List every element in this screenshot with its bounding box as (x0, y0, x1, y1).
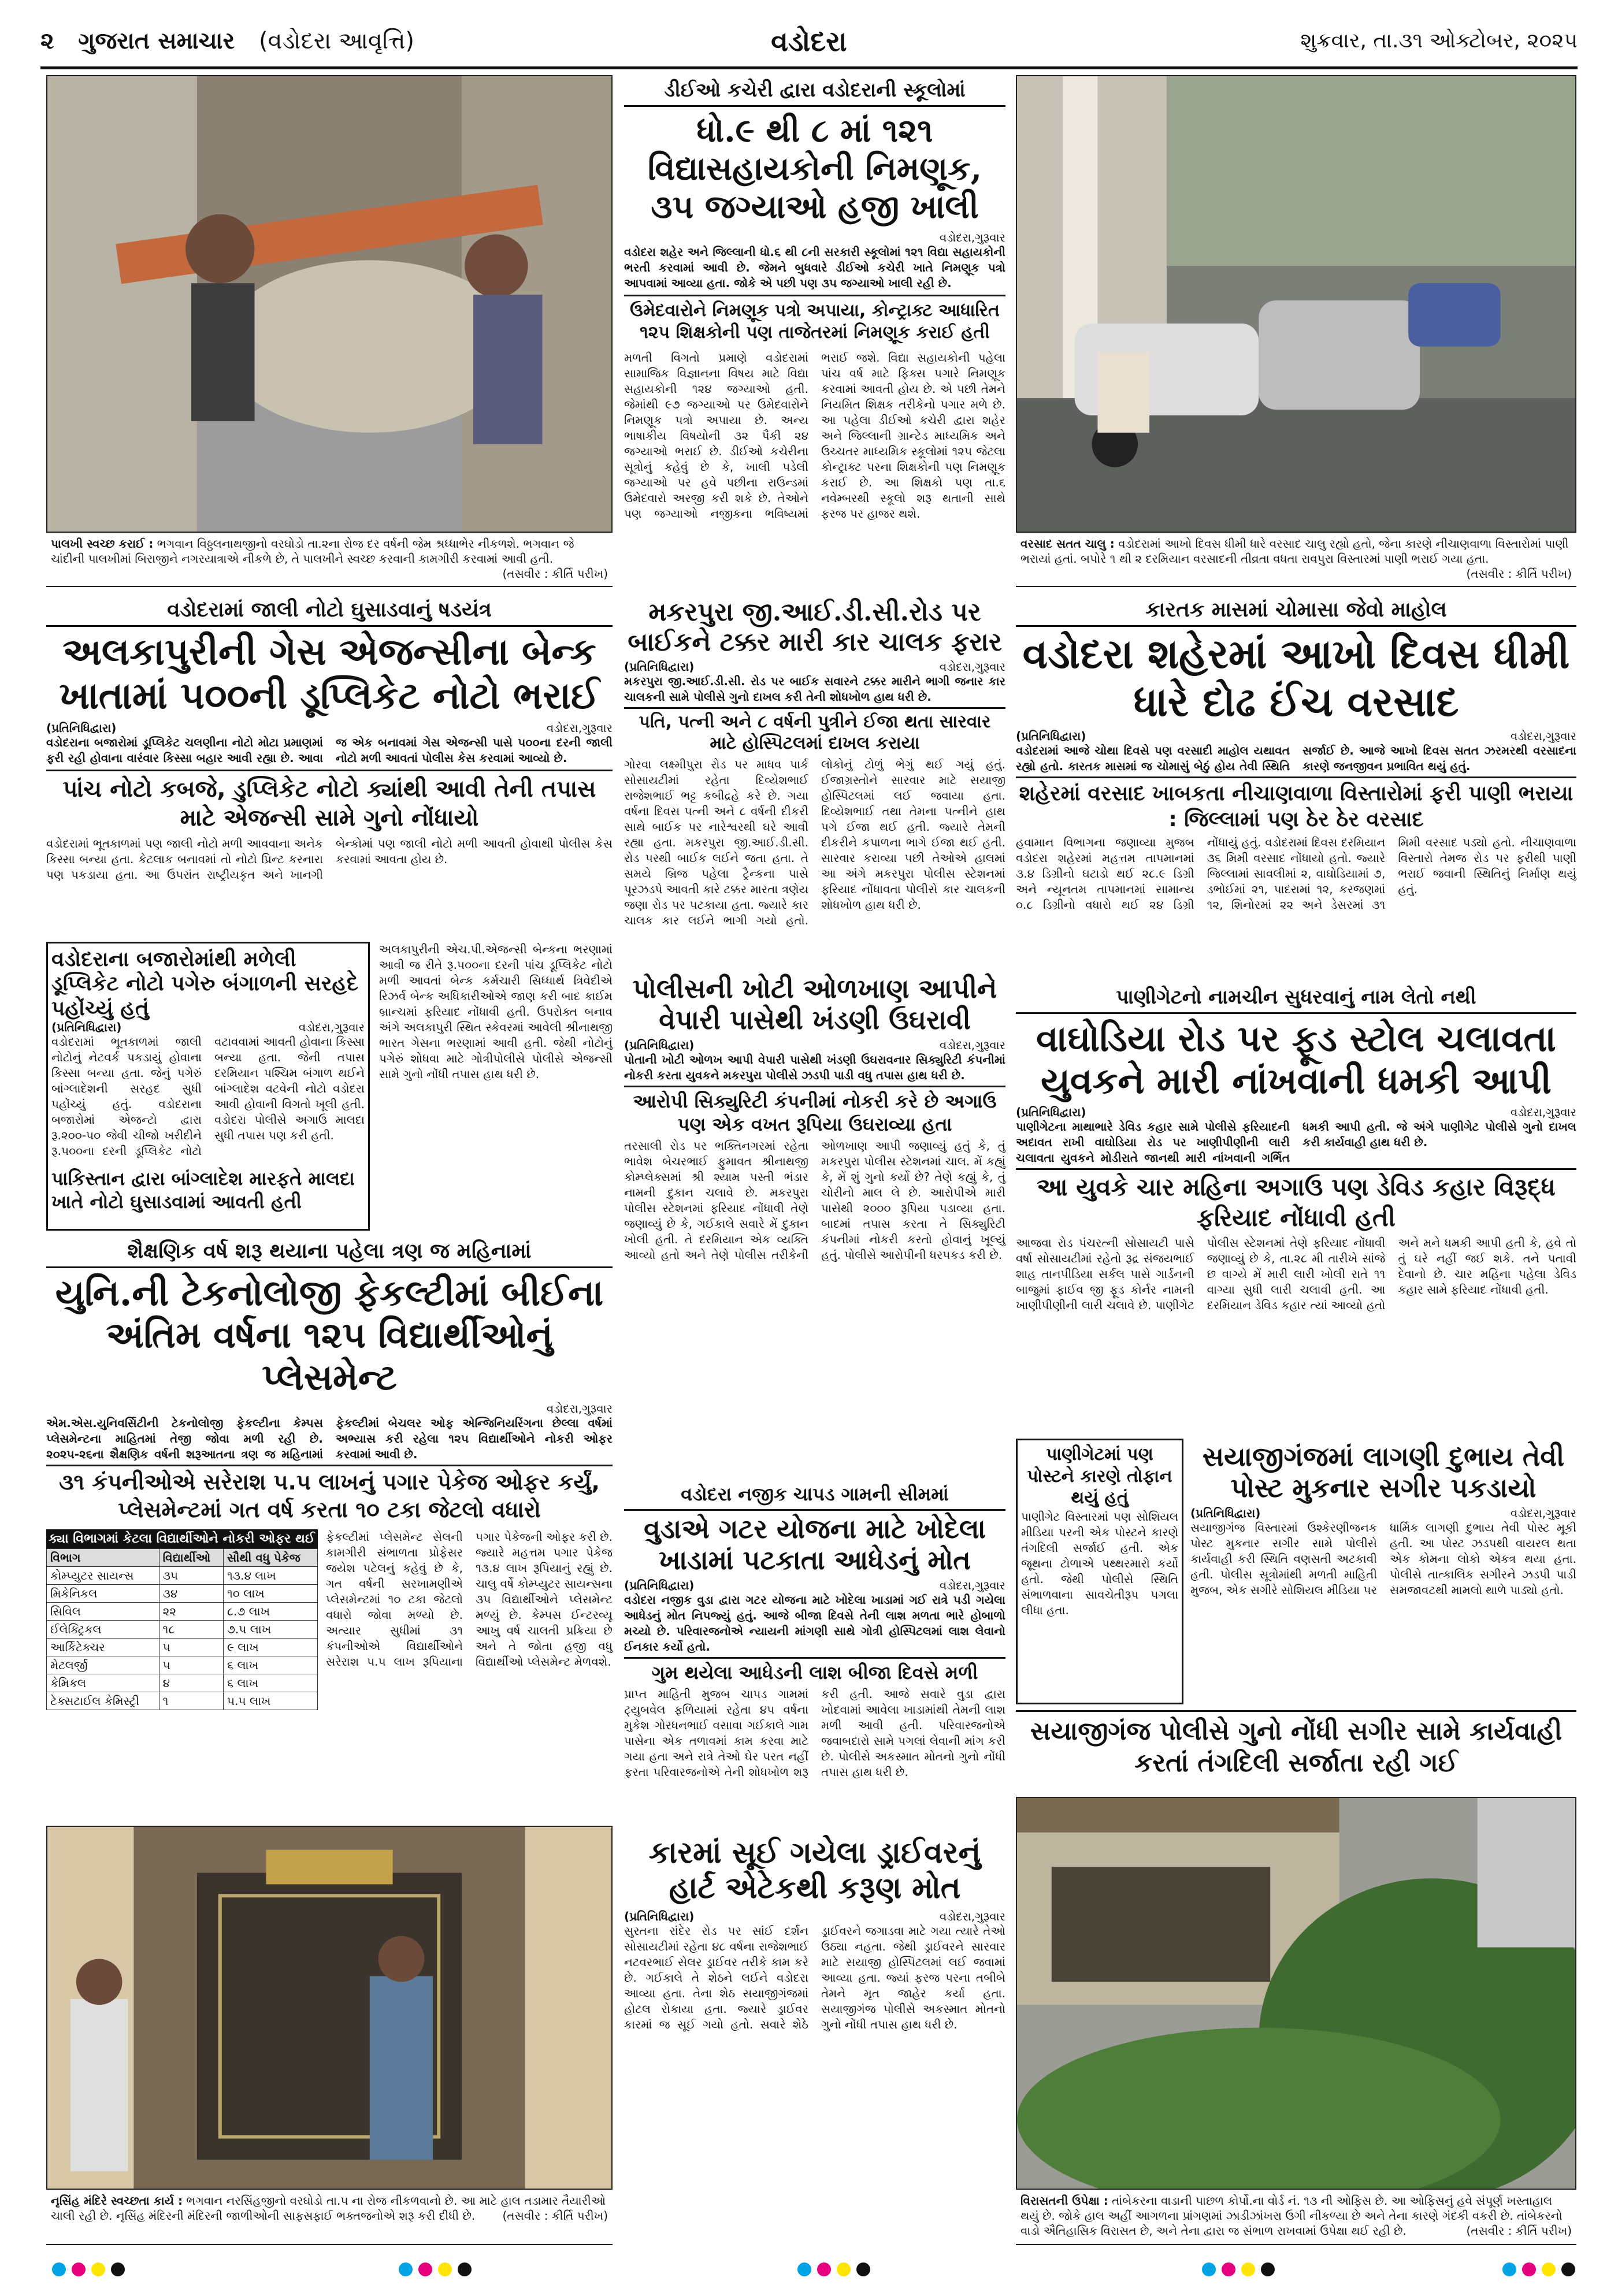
photo-credit: (તસવીર : કીર્તિ પરીખ) (502, 2209, 608, 2223)
caption-lead: પાલખી સ્વચ્છ કરાઈ : (51, 537, 154, 551)
table-header-cell: વિદ્યાર્થીઓ (159, 1549, 223, 1567)
table-cell: ૫.૫ લાખ (224, 1692, 318, 1710)
caption-text: ભગવાન વિઠ્ઠલનાથજીનો વરઘોડો તા.૨ના રોજ દર વર્ષની જેમ શ્રધ્ધાભેર નીકળશે. ભગવાન જે ચાંદીની પાલખીમાં બિરાજીને નગરયાત્રાએ નીકળે છે, તે પાલખીને સ્વચ્છ કરવાની કામગીરી કરવામાં આવી હતી. (51, 537, 574, 566)
table-cell: ૪ (159, 1674, 223, 1692)
dateline-date: વડોદરા,ગુરૂવાર (1510, 1105, 1576, 1120)
story-body: આજવા રોડ પંચરત્ની સોસાયટી પાસે વર્ષા સોસાયટીમાં રહેતો રૂદ્ર સંજયભાઈ શાહ તાનપીડિયા સર્કલ પાસે ગાર્ડનની બાજુમાં ફાઈવ જી ફૂડ કોર્નર નામની ખાણીપીણીની લારી ચલાવે છે. પાણીગેટ પોલીસ સ્ટેશનમાં તેણે ફરિયાદ નોંધાવી જણાવ્યું છે કે, તા.૨૮ મી તારીખે સાંજે છ વાગ્યે મેં મારી લારી ખોલી રાતે ૧૧ વાગ્યા સુધી લારી ચલાવી હતી. આ દરમિયાન ડેવિડ કહાર ત્યાં આવ્યો હતો અને મને ધમકી આપી હતી કે, હવે તો તું ઘરે નહીં જઈ શકે. તને પતાવી દેવાનો છે. ચાર મહિના પહેલા ડેવિડ કહાર સામે ફરિયાદ નોંધાવી હતી. (1016, 1236, 1576, 1313)
registration-dot (1522, 2262, 1536, 2276)
story-lead: મકરપુરા જી.આઈ.ડી.સી. રોડ પર બાઈક સવારને ટક્કર મારીને ભાગી જનાર કાર ચાલકની સામે પોલીસે ગુનો દાખલ કરી તેની શોધખોળ હાથ ધરી છે. (624, 674, 1005, 704)
registration-dot (837, 2262, 851, 2276)
sayajiganj-subhead: સયાજીગંજ પોલીસે ગુનો નોંધી સગીર સામે કાર્યવાહી કરતાં તંગદિલી સર્જાતા રહી ગઈ (1016, 1710, 1576, 1791)
table-row (47, 1692, 318, 1710)
story-lead: પાણીગેટના માથાભારે ડેવિડ કહાર સામે પોલીસે ફરિયાદની અદાવત રાખી વાઘોડિયા રોડ પર ખાણીપીણીની લારી ચલાવતા યુવકને મોડીરાતે જાનથી મારી નાંખવાની ગર્ભિત ધમકી આપી હતી. જે અંગે પાણીગેટ પોલીસે ગુનો દાખલ કરી કાર્યવાહી હાથ ધરી છે. (1016, 1120, 1576, 1165)
story-dateline (1016, 729, 1576, 743)
heritage-photo-image (1017, 1798, 1575, 2189)
story-subhead: શહેરમાં વરસાદ ખાબકતા નીચાણવાળા વિસ્તારોમાં ફરી પાણી ભરાયા : જિલ્લામાં પણ ઠેર ઠેર વરસાદ (1016, 777, 1576, 835)
table-cell: ૧૩.૪ લાખ (224, 1567, 318, 1585)
story-dateline (624, 1909, 1005, 1923)
dateline-date: વડોદરા,ગુરૂવાર (546, 1402, 613, 1416)
registration-dot (1561, 2262, 1575, 2276)
table-body (47, 1567, 318, 1710)
table-cell: સિવિલ (47, 1603, 159, 1621)
story-subhead: ગુમ થયેલા આધેડની લાશ બીજા દિવસે મળી (624, 1657, 1005, 1686)
story-lead: એમ.એસ.યુનિવર્સિટીની ટેકનોલોજી ફેકલ્ટીના કેમ્પસ પ્લેસમેન્ટના માહિતમાં તેજી જોવા મળી રહી છે. ૨૦૨૫-૨૬ના શૈક્ષણિક વર્ષની શરૂઆતના ત્રણ જ મહિનામાં ફેકલ્ટીમાં બેચલર ઓફ એન્જિનિયરિંગના છેલ્લા વર્ષમાં અભ્યાસ કરી રહેલા ૧૨૫ વિદ્યાર્થીઓને નોકરી ઓફર કરવામાં આવી છે. (46, 1416, 613, 1462)
placement-content (46, 1529, 613, 1714)
story-dateline (624, 1038, 1005, 1052)
registration-dot (418, 2262, 432, 2276)
photo-rain (1016, 75, 1576, 533)
table-cell: ૨૨ (159, 1603, 223, 1621)
table-cell: ૮.૭ લાખ (224, 1603, 318, 1621)
dateline-date: વડોદરા,ગુરૂવાર (939, 1909, 1005, 1923)
caption-text: ભગવાન નરસિંહજીનો વરઘોડો તા.૫ ના રોજ નીકળવાનો છે. આ માટે હાલ તડામાર તૈયારીઓ ચાલી રહી છે. નૃસિંહ મંદિરની મંદિરની જાળીઓની સાફસફાઈ ભક્તજનોએ શરૂ કરી દીધી છે. (51, 2194, 606, 2223)
story-subhead: આ યુવકે ચાર મહિના અગાઉ પણ ડેવિડ કહાર વિરૂદ્ધ ફરિયાદ નોંધાવી હતી (1016, 1168, 1576, 1235)
story-headline: વુડાએ ગટર યોજના માટે ખોદેલા ખાડામાં પટકાતા આધેડનું મોત (644, 1513, 986, 1576)
page-header (40, 23, 1578, 69)
photo-heritage (1016, 1797, 1576, 2190)
story-dateline (624, 1578, 1005, 1592)
rain-photo-image (1017, 76, 1575, 532)
dateline-source: (પ્રતિનિધિદ્વારા) (624, 1909, 695, 1923)
box-headline: વડોદરાના બજારોમાંથી મળેલી ડૂપ્લિકેટ નોટો પગેરુ બંગાળની સરહદે પહોંચ્યું હતું (51, 947, 359, 1020)
story-headline: ધો.૯ થી ૮ માં ૧૨૧ વિદ્યાસહાયકોની નિમણૂક, ૩૫ જગ્યાઓ હજી ખાલી (647, 112, 982, 226)
photo-palkhi (46, 75, 613, 533)
section-title: વડોદરા (771, 25, 847, 58)
registration-dot (1542, 2262, 1556, 2276)
story-headline: વડોદરા શહેરમાં આખો દિવસ ધીમી ધારે દોઢ ઈંચ વરસાદ (1022, 630, 1570, 726)
story-headline: અલકાપુરીની ગેસ એજન્સીના બેન્ક ખાતામાં ૫૦૦ની ડૂપ્લિકેટ નોટો ભરાઈ (59, 630, 600, 718)
palkhi-photo-image (47, 76, 611, 532)
dateline-source: (પ્રતિનિધિદ્વારા) (624, 1578, 695, 1592)
table-row (47, 1639, 318, 1656)
story-headline: કારમાં સૂઈ ગયેલા ડ્રાઈવરનું હાર્ટ એટેકથી કરૂણ મોત (648, 1835, 981, 1906)
dateline-source: (પ્રતિનિધિદ્વારા) (51, 1020, 122, 1035)
story-body: પ્રાપ્ત માહિતી મુજબ ચાપડ ગામમાં ટ્યુબવેલ ફળિયામાં રહેતા ૪૫ વર્ષના મુકેશ ગોરધનભાઈ વસાવા ગઈકાલે ગામ પાસેના એક તળાવમાં કામ કરવા માટે ગયા હતા અને રાત્રે તેઓ ઘેર પરત નહીં ફરતા પરિવારજનોએ તેની શોધખોળ શરૂ કરી હતી. આજે સવારે વુડા દ્વારા ખોદવામાં આવેલા ખાડામાંથી તેમની લાશ મળી આવી હતી. પરિવારજનોએ જવાબદારો સામે પગલાં લેવાની માંગ કરી છે. પોલીસે અકસ્માત મોતનો ગુનો નોંધી તપાસ હાથ ધરી છે. (624, 1686, 1005, 1779)
registration-dot (72, 2262, 86, 2276)
registration-dot (1241, 2262, 1255, 2276)
story-lead: વડોદરામાં આજે ચોથા દિવસે પણ વરસાદી માહોલ યથાવત રહ્યો હતો. કારતક માસમાં જ ચોમાસું બેઠું હોય તેવી સ્થિતિ સર્જાઈ છે. આજે આખો દિવસ સતત ઝરમરથી વરસાદના કારણે જનજીવન પ્રભાવિત થયું હતું. (1016, 744, 1576, 774)
table-cell: ઈલેક્ટ્રિકલ (47, 1621, 159, 1639)
story-kicker: ડીઈઓ કચેરી દ્વારા વડોદરાની સ્કૂલોમાં (624, 75, 1005, 107)
story-body: હવામાન વિભાગના જણાવ્યા મુજબ વડોદરા શહેરમાં મહત્તમ તાપમાનમાં ૩.૪ ડિગ્રીનો ઘટાડો થઈ ૨૮.૯ ડિગ્રી અને ન્યૂનતમ તાપમાનમાં સામાન્ય ૦.૮ ડિગ્રીનો વધારો થઈ ૨૪ ડિગ્રી નોંધાયું હતું. વડોદરામાં દિવસ દરમિયાન ૩૬ મિમી વરસાદ નોંધાયો હતો. જ્યારે જિલ્લામાં સાવલીમાં ૨, વાઘોડિયામાં ૭, ડભોઈમાં ૨૧, પાદરામાં ૧૨, કરજણમાં ૧૨, શિનોરમાં ૨૨ અને ડેસરમાં ૩૧ મિમી વરસાદ પડ્યો હતો. નીચાણવાળા વિસ્તારો તેમજ રોડ પર ફરીથી પાણી ભરાઈ જવાની સ્થિતિનું નિર્માણ થયું હતું. (1016, 835, 1576, 912)
box-subhead: પાકિસ્તાન દ્વારા બાંગ્લાદેશ મારફતે માલદા ખાતે નોટો ઘુસાડવામાં આવતી હતી (51, 1168, 355, 1213)
registration-dot (111, 2262, 125, 2276)
table-cell: મિકેનિકલ (47, 1585, 159, 1603)
caption-text: વડોદરામાં આખો દિવસ ધીમી ધારે વરસાદ ચાલુ રહ્યો હતો, જેના કારણે નીચાણવાળા વિસ્તારોમાં પાણી ભરાયાં હતાં. બપોરે ૧ થી ૨ દરમિયાન વરસાદની તીવ્રતા વધતા રાવપુરા વિસ્તારમાં પાણી ભરાઈ ગયા હતા. (1020, 537, 1569, 566)
temple-photo-image (47, 1827, 611, 2189)
story-dateline (624, 660, 1005, 674)
table-row (47, 1674, 318, 1692)
story-body: વડોદરામાં ભૂતકાળમાં પણ જાલી નોટો મળી આવવાના અનેક કિસ્સા બન્યા હતા. કેટલાક બનાવમાં તો નોટો પ્રિન્ટ કરનારા પણ પકડાયા હતા. આ ઉપરાંત રાષ્ટ્રીયકૃત અને ખાનગી બેન્કોમાં પણ જાલી નોટો મળી આવતી હોવાથી પોલીસ કેસ કરવામાં આવતા હોય છે. (46, 837, 613, 882)
story-body: મળતી વિગતો પ્રમાણે વડોદરામાં સામાજિક વિજ્ઞાનના વિષય માટે વિદ્યા સહાયકોની ૧૨૪ જગ્યાઓ હતી. જેમાંથી ૯૭ જગ્યાઓ પર ઉમેદવારોને નિમણૂક પત્રો અપાયા છે. અન્ય ભાષાકીય વિષયોની ૩૨ પૈકી ૨૪ જગ્યાઓ ભરાઈ છે. ડીઈઓ કચેરીના સૂત્રોનું કહેવું છે કે, ખાલી પડેલી જગ્યાઓ પર હવે પછીના રાઉન્ડમાં ઉમેદવારો અરજી કરી શકે છે. તેઓને પણ જગ્યાઓ નજીકના ભવિષ્યમાં ભરાઈ જશે. વિદ્યા સહાયકોની પહેલા પાંચ વર્ષ માટે ફિક્સ પગારે નિમણૂક કરવામાં આવતી હોય છે. એ પછી તેમને નિયમિત શિક્ષક તરીકેનો પગાર મળે છે. આ પહેલા ડીઈઓ કચેરી દ્વારા શહેર અને જિલ્લાની ગ્રાન્ટેડ માધ્યમિક અને ઉચ્ચતર માધ્યમિક સ્કૂલોમાં ૧૨૫ જેટલા કોન્ટ્રાક્ટ પરના શિક્ષકોની પણ નિમણૂક કરાઈ છે. આ શિક્ષકો પણ તા.૬ નવેમ્બરથી સ્કૂલો શરૂ થતાની સાથે ફરજ પર હાજર થશે. (624, 351, 1005, 521)
box-body: વડોદરામાં ભૂતકાળમાં જાલી નોટોનું નેટવર્ક પકડાયું હોવાના કિસ્સા બન્યા હતા. જેનું પગેરું બાંગ્લાદેશની સરહદ સુધી પહોંચ્યું હતું. વડોદરાના બજારોમાં એજન્ટો દ્વારા રૂ.૨૦૦-૫૦ જેવી ચીજો ખરીદીને રૂ.૫૦૦ના દરની ડૂપ્લિકેટ નોટો વટાવવામાં આવતી હોવાના કિસ્સા બન્યા હતા. જેની તપાસ દરમિયાન પશ્ચિમ બંગાળ થઈને બાંગ્લાદેશ વટવેની નોટો વડોદરા આવી હોવાની વિગતો ખૂલી હતી. વડોદરા પોલીસે અગાઉ માલદા સુધી તપાસ પણ કરી હતી. (51, 1035, 365, 1158)
story-waghodia-threat (1016, 982, 1576, 1433)
placement-table (46, 1548, 318, 1710)
dateline-source: (પ્રતિનિધિદ્વારા) (1016, 729, 1086, 744)
table-cell: મેટલર્જી (47, 1656, 159, 1674)
story-fake-notes (46, 595, 613, 942)
story-subhead: પાંચ નોટો કબજે, ડુપ્લિકેટ નોટો ક્યાંથી આવી તેની તપાસ માટે એજન્સી સામે ગુનો નોંધાયો (46, 770, 613, 836)
registration-dot (438, 2262, 452, 2276)
table-cell: ૩૪ (159, 1585, 223, 1603)
story-headline: પોલીસની ખોટી ઓળખાણ આપીને વેપારી પાસેથી ખંડણી ઉઘરાવી (632, 973, 997, 1036)
table-header (47, 1549, 318, 1567)
table-title: ક્યા વિભાગમાં કેટલા વિદ્યાર્થીઓને નોકરી ઓફર થઈ (46, 1529, 318, 1548)
table-cell: ૧ (159, 1692, 223, 1710)
dateline-date: વડોદરા,ગુરૂવાર (939, 659, 1005, 674)
registration-dot (817, 2262, 831, 2276)
registration-dot (856, 2262, 870, 2276)
story-lead: વડોદરાના બજારોમાં ડૂપ્લિકેટ ચલણીના નોટો મોટા પ્રમાણમાં ફરી રહી હોવાના વારંવાર કિસ્સા બહાર આવી રહ્યા છે. આવા જ એક બનાવમાં ગેસ એજન્સી પાસે ૫૦૦ના દરની જાલી નોટો મળી આવતાં પોલીસ કેસ કરવામાં આવ્યો છે. (46, 735, 613, 766)
story-body: ગોરવા લક્ષ્મીપુરા રોડ પર માધવ પાર્ક સોસાયટીમાં રહેતા દિવ્યેશભાઈ રાજેશભાઈ ભટ્ટ કબીદ્રહે કરે છે. ગયા વર્ષના દિવસ પત્ની અને ૮ વર્ષની દીકરી સાથે બાઈક પર નારેશ્વરથી ઘરે આવી રહ્યા હતા. મકરપુરા જી.આઈ.ડી.સી. રોડ પરથી બાઈક લઈને જતા હતા. તે સમયે બ્રિજ પહેલા ટ્રૈન્કના પાસે પૂરઝડપે આવતી કારે ટક્કર મારતા ત્રણેય જણા રોડ પર પટકાયા હતા. જ્યારે કાર ચાલક કાર લઈને ભાગી ગયો હતો. લોકોનું ટોળું ભેગું થઈ ગયું હતું. ઈજાગ્રસ્તોને સારવાર માટે સયાજી હોસ્પિટલમાં લઈ જવાયા હતા. દિવ્યેશભાઈ તથા તેમના પત્નીને હાથ પગે ઈજા થઈ હતી. જ્યારે તેમની દીકરીને કપાળના ભાગે ઈજા થઈ હતી. સારવાર કરાવ્યા પછી તેઓએ હાલમાં આ અંગે મકરપુરા પોલીસ સ્ટેશનમાં ફરિયાદ નોંધાવતા પોલીસે કાર ચાલકની શોધખોળ હાથ ધરી છે. (624, 757, 1005, 927)
story-drain-pit-death (624, 1479, 1005, 1826)
registration-dot (458, 2262, 472, 2276)
story-body: સુરતના રાંદેર રોડ પર સાંઈ દર્શન સોસાયટીમાં રહેતા ૪૮ વર્ષના રાજેશભાઈ નટવરભાઈ સેલર ડ્રાઈવર તરીકે કામ કરે છે. ગઈકાલે તે શેઠને લઈને વડોદરા આવ્યા હતા. તેના શેઠ સયાજીગંજમાં હોટલ રોકાયા હતા. જ્યારે ડ્રાઈવર કારમાં જ સૂઈ ગયો હતો. સવારે શેઠે ડ્રાઈવરને જગાડવા માટે ગયા ત્યારે તેઓ ઉઠ્યા નહતા. જેથી ડ્રાઈવરને સારવાર માટે સયાજી હોસ્પિટલમાં લઈ જવામાં આવ્યા હતા. જ્યાં ફરજ પરના તબીબે તેમને મૃત જાહેર કર્યા હતા. સયાજીગંજ પોલીસે અકસ્માત મોતનો ગુનો નોંધી તપાસ હાથ ધરી છે. (624, 1923, 1005, 2031)
story-fake-police (624, 971, 1005, 1473)
table-cell: ૬ લાખ (224, 1674, 318, 1692)
table-cell: આર્કિટેક્ચર (47, 1639, 159, 1656)
story-lead: વડોદરા શહેર અને જિલ્લાની ધો.૬ થી ૮ની સરકારી સ્કૂલોમાં ૧૨૧ વિદ્યા સહાયકોની ભરતી કરવામાં આવી છે. જેમને બુધવારે ડીઈઓ કચેરી ખાતે નિમણૂક પત્રો આપવામાં આવ્યા હતા. જોકે એ પછી પણ ૩૫ જગ્યાઓ ખાલી રહી છે. (624, 245, 1005, 291)
story-subhead: આરોપી સિક્યુરિટી કંપનીમાં નોકરી કરે છે અગાઉ પણ એક વખત રૂપિયા ઉઘરાવ્યા હતા (624, 1086, 1005, 1138)
photo-rain-caption (1016, 534, 1576, 587)
photo-palkhi-caption (46, 534, 613, 587)
registration-dot (1261, 2262, 1275, 2276)
story-kicker: કારતક માસમાં ચોમાસા જેવો માહોલ (1016, 595, 1576, 627)
box-bangladesh-link (46, 942, 370, 1231)
registration-dot (1202, 2262, 1216, 2276)
dateline-date: વડોદરા,ગુરૂવાર (939, 1578, 1005, 1592)
placement-table-box (46, 1529, 318, 1714)
dateline-date: વડોદરા,ગુરૂવાર (939, 1038, 1005, 1052)
story-dateline (624, 231, 1005, 244)
dateline-source: (પ્રતિનિધિદ્વારા) (1190, 1506, 1261, 1520)
caption-lead: નૃસિંહ મંદિરે સ્વચ્છતા કાર્ય : (51, 2194, 183, 2208)
story-subhead: ૩૧ કંપનીઓએ સરેરાશ ૫.૫ લાખનું પગાર પેકેજ ઓફર કર્યું, પ્લેસમેન્ટમાં ગત વર્ષ કરતા ૧૦ ટકા જેટલો વધારો (46, 1465, 613, 1526)
caption-text: તાંબેકરના વાડાની પાછળ કોર્પો.ના વોર્ડ નં. ૧૩ ની ઓફિસ છે. આ ઓફિસનું હવે સંપૂર્ણ ખસ્તાહાલ થયું છે. જોકે હાલ અહીં આગળના પ્રાંગણમાં ઝાડીઝાંખરા ઉગી નીકળ્યા છે અને તેના કારણે ગંદકી વકરી છે. તાંબેકરનો વાડો ઐતિહાસિક વિરાસત છે, અને તેના દ્વારા જ સંભાળ રાખવામાં ઉપેક્ષા થઈ રહી છે. (1020, 2194, 1563, 2238)
dateline-date: વડોદરા,ગુરૂવાર (298, 1020, 365, 1035)
photo-credit: (તસવીર : કીર્તિ પરીખ) (502, 567, 608, 581)
table-cell: ૬ લાખ (224, 1656, 318, 1674)
box-panigate-post (1016, 1439, 1183, 1704)
table-header-cell: વિભાગ (47, 1549, 159, 1567)
story-rain (1016, 595, 1576, 982)
table-cell: ૫ (159, 1656, 223, 1674)
registration-dot (1222, 2262, 1235, 2276)
box-body: પાણીગેટ વિસ્તારમાં પણ સોશિયલ મીડિયા પરની એક પોસ્ટને કારણે તંગદિલી સર્જાઈ હતી. એક જૂથના ટોળાએ પથ્થરમારો કર્યો હતો. જેથી પોલીસે સ્થિતિ સંભાળવાના સાવચેતીરૂપ પગલા લીધા હતા. (1021, 1509, 1178, 1617)
registration-dot (52, 2262, 66, 2276)
table-cell: ૫ (159, 1639, 223, 1656)
table-row (47, 1567, 318, 1585)
story-subhead: ઉમેદવારોને નિમણૂક પત્રો અપાયા, કોન્ટ્રાક્ટ આધારિત ૧૨૫ શિક્ષકોની પણ તાજેતરમાં નિમણૂક કરાઈ હતી (624, 295, 1005, 347)
story-headline: સયાજીગંજમાં લાગણી દુભાય તેવી પોસ્ટ મુકનાર સગીર પકડાયો (1202, 1441, 1565, 1504)
dateline-date: વડોદરા,ગુરૂવાર (546, 721, 613, 735)
story-dateline (1016, 1105, 1576, 1119)
table-row (47, 1621, 318, 1639)
table-cell: ૧૦ લાખ (224, 1585, 318, 1603)
dateline-date: વડોદરા,ગુરૂવાર (1510, 1506, 1576, 1520)
caption-lead: વિરાસતની ઉપેક્ષા : (1020, 2194, 1108, 2208)
dateline-date: વડોદરા,ગુરૂવાર (1510, 729, 1576, 744)
registration-dot (399, 2262, 413, 2276)
table-cell: ૩૫ (159, 1567, 223, 1585)
caption-lead: વરસાદ સતત ચાલુ : (1020, 537, 1115, 551)
dateline-source: (પ્રતિનિધિદ્વારા) (1016, 1105, 1086, 1120)
story-body: સયાજીગંજ વિસ્તારમાં ઉશ્કેરણીજનક પોસ્ટ મુકનાર સગીર સામે પોલીસે કાર્યવાહી કરી સ્થિતિ વણસતી અટકાવી હતી. પોલીસ સૂત્રોમાંથી મળતી માહિતી મુજબ, એક સગીરે સોશિયલ મીડિયા પર ધાર્મિક લાગણી દુભાય તેવી પોસ્ટ મૂકી હતી. આ પોસ્ટ ઝડપથી વાયરલ થતા એક કોમના લોકો એકત્ર થયા હતા. પોલીસે તાત્કાલિક સગીરને ઝડપી પાડી સમજાવટથી મામલો થાળે પાડ્યો હતો. (1190, 1520, 1576, 1597)
story-headline: વાઘોડિયા રોડ પર ફૂડ સ્ટોલ ચલાવતા યુવકને મારી નાંખવાની ધમકી આપી (1036, 1017, 1556, 1102)
dateline-source: (પ્રતિનિધિદ્વારા) (46, 721, 117, 735)
story-placement (46, 1236, 613, 1820)
story-kicker: શૈક્ષણિક વર્ષ શરૂ થયાના પહેલા ત્રણ જ મહિનામાં (46, 1236, 613, 1268)
photo-temple (46, 1826, 613, 2190)
story-lead: પોતાની ખોટી ઓળખ આપી વેપારી પાસેથી ખંડણી ઉઘરાવનાર સિક્યુરિટી કંપનીમાં નોકરી કરતા યુવકને મકરપુરા પોલીસે ઝડપી પાડી વધુ તપાસ હાથ ધરી છે. (624, 1052, 1005, 1082)
story-headline: યુનિ.ની ટેકનોલોજી ફેકલ્ટીમાં બીઈના અંતિમ વર્ષના ૧૨૫ વિદ્યાર્થીઓનું પ્લેસમેન્ટ (55, 1272, 604, 1399)
photo-temple-caption (46, 2191, 613, 2245)
dateline-date: વડોદરા,ગુરૂવાર (939, 231, 1005, 245)
newspaper-name: ગુજરાત સમાચાર (78, 28, 235, 54)
story-body: ફેકલ્ટીમાં પ્લેસમેન્ટ સેલની કામગીરી સંભાળતા પ્રોફેસર જયેશ પટેલનું કહેવું છે કે, ગત વર્ષની સરખામણીએ પ્લેસમેન્ટમાં ૧૦ ટકા જેટલો વધારો જોવા મળ્યો છે. અત્યાર સુધીમાં ૩૧ કંપનીઓએ વિદ્યાર્થીઓને સરેરાશ ૫.૫ લાખ રૂપિયાના પગાર પેકેજની ઓફર કરી છે. જ્યારે મહત્તમ પગાર પેકેજ ૧૩.૪ લાખ રૂપિયાનું રહ્યું છે. ચાલુ વર્ષે કોમ્પ્યુટર સાયન્સના ૩૫ વિદ્યાર્થીઓને પ્લેસમેન્ટ મળ્યું છે. કેમ્પસ ઈન્ટરવ્યૂ આખુ વર્ષ ચાલતી પ્રક્રિયા છે અને તે જોતા હજી વધુ વિદ્યાર્થીઓ પ્લેસમેન્ટ મેળવશે. (326, 1530, 613, 1669)
story-dateline (46, 721, 613, 735)
edition: (વડોદરા આવૃત્તિ) (258, 28, 414, 54)
story-kicker: પાણીગેટનો નામચીન સુધરવાનું નામ લેતો નથી (1016, 982, 1576, 1014)
registration-dot (1502, 2262, 1516, 2276)
story-body: તરસાલી રોડ પર ભક્તિનગરમાં રહેતા ભાવેશ બેચરભાઈ ફુમાવત શ્રીનાથજી કોમ્પ્લેક્સમાં શ્રી શ્યામ પસ્તી ભંડાર નામની દુકાન ચલાવે છે. મકરપુરા પોલીસ સ્ટેશનમાં ફરિયાદ નોંધાવી તેણે જણાવ્યું છે કે, ગઈકાલે સવારે મેં દુકાન ખોલી હતી. તે દરમિયાન એક વ્યક્તિ આવ્યો હતો અને તેણે પોલીસ તરીકેની ઓળખાણ આપી જણાવ્યું હતું કે, તું મકરપુરા પોલીસ સ્ટેશનમાં ચાલ. મેં કહ્યું કે, મેં શું ગુનો કર્યો છે? તેણે કહ્યું કે, તું ચોરીનો માલ લે છે. આરોપીએ મારી પાસેથી ૨૦૦૦ રૂપિયા પડાવ્યા હતા. બાદમાં તપાસ કરતા તે સિક્યુરિટી કંપનીમાં નોકરી કરતો હોવાનું ખૂલ્યું હતું. પોલીસે આરોપીની ધરપકડ કરી છે. (624, 1138, 1005, 1262)
registration-dot (797, 2262, 811, 2276)
registration-dot (91, 2262, 105, 2276)
story-fake-notes-continued: અલકાપુરીની એચ.પી.એજન્સી બેન્કના ભરણામાં આવી જ રીતે રૂ.૫૦૦ના દરની પાંચ ડૂપ્લિકેટ નોટો મળી આવતાં બેન્ક કર્મચારી સિધ્ધાર્થ ત્રિવેદીએ રિઝર્વ બેન્ક અધિકારીઓએ જાણ કરી બાદ કાઈમ બ્રાન્ચમાં ફરિયાદ નોંધાવી હતી. ઉપરોક્ત બનાવ અંગે અલકાપુરી સ્થિત સ્કેવરમાં આવેલી શ્રીનાથજી ભારત ગેસના ભરણામાં આવી હતી. જેથી નોટોનું પગેરું શોધવા માટે ગોત્રીપોલીસે પોલીસે એજન્સી સામે ગુનો નોંધી તપાસ હાથ ધરી છે. (379, 942, 613, 1081)
issue-date: શુક્રવાર, તા.૩૧ ઓક્ટોબર, ૨૦૨૫ (1300, 29, 1578, 53)
page-number: ૨ (40, 28, 54, 54)
table-cell: ૭.૫ લાખ (224, 1621, 318, 1639)
box-title: પાણીગેટમાં પણ પોસ્ટને કારણે તોફાન થયું હતું (1027, 1444, 1172, 1508)
story-kicker: વડોદરા નજીક ચાપડ ગામની સીમમાં (624, 1479, 1005, 1511)
photo-credit: (તસવીર : કીર્તિ પરીખ) (1466, 2224, 1572, 2238)
table-row (47, 1603, 318, 1621)
photo-heritage-caption (1016, 2191, 1576, 2245)
story-vidya-sahayak (624, 75, 1005, 587)
story-subhead: પતિ, પત્ની અને ૮ વર્ષની પુત્રીને ઈજા થતા સારવાર માટે હોસ્પિટલમાં દાખલ કરાયા (624, 707, 1005, 757)
story-lead: વડોદરા નજીક વુડા દ્વારા ગટર યોજના માટે ખોદેલા ખાડામાં ગઈ રાત્રે પડી ગયેલા આધેડનું મોત નિપજ્યું હતું. આજે બીજા દિવસે તેની લાશ મળતા ભારે હોબાળો મચ્યો છે. પરિવારજનોએ ન્યાયની માંગણી સાથે ગોત્રી હોસ્પિટલમાં લાશ લેવાનો ઈનકાર કર્યો હતો. (624, 1592, 1005, 1654)
story-kicker: વડોદરામાં જાલી નોટો ઘુસાડવાનું ષડયંત્ર (46, 595, 613, 627)
dateline-source: (પ્રતિનિધિદ્વારા) (624, 659, 695, 674)
table-header-cell: સૌથી વધુ પેકેજ (224, 1549, 318, 1567)
story-headline: મકરપુરા જી.આઈ.ડી.સી.રોડ પર બાઈકને ટક્કર મારી કાર ચાલક ફરાર (628, 597, 1002, 657)
table-cell: કોમ્પ્યુટર સાયન્સ (47, 1567, 159, 1585)
story-driver-death (624, 1831, 1005, 2245)
box-dateline (51, 1020, 365, 1034)
story-dateline (1190, 1506, 1576, 1520)
table-row (47, 1656, 318, 1674)
table-row (47, 1585, 318, 1603)
story-dateline (46, 1402, 613, 1416)
table-cell: ૧૮ (159, 1621, 223, 1639)
table-cell: ૯ લાખ (224, 1639, 318, 1656)
table-cell: ટેક્સટાઈલ કેમિસ્ટ્રી (47, 1692, 159, 1710)
story-makarpura-accident (624, 595, 1005, 965)
table-cell: કેમિકલ (47, 1674, 159, 1692)
photo-credit: (તસવીર : કીર્તિ પરીખ) (1466, 567, 1572, 581)
dateline-source: (પ્રતિનિધિદ્વારા) (624, 1038, 695, 1052)
